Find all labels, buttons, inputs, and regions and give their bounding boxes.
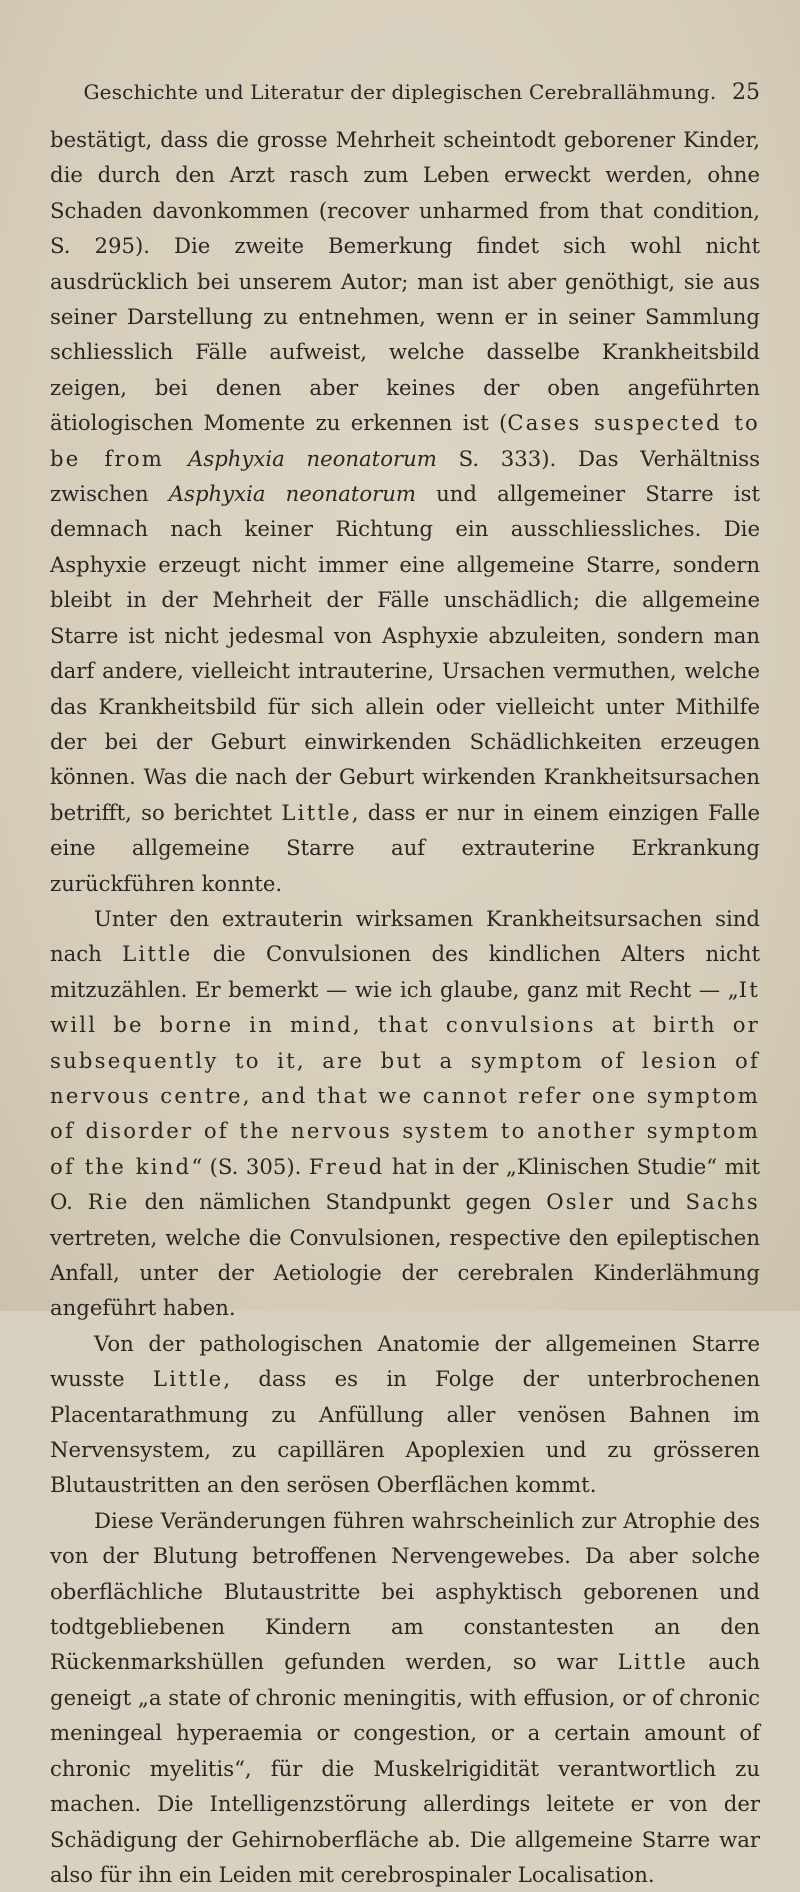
text-segment: Von der pathologischen Anatomie der allgemeinen Starre wusste xyxy=(50,1330,760,1392)
text-segment: , dass er nur in einem einzigen Falle eine allgemeine Starre auf extrauterine Erkrankung zurückführen konnte. xyxy=(50,799,760,896)
text-segment: Asphyxia neonatorum xyxy=(168,481,416,507)
text-segment: und allgemeiner Starre ist demnach nach keiner Richtung ein ausschliessliches. Die Asphyxie erzeugt nicht immer eine allgemeine Starre, sondern bleibt in der Mehrheit der Fälle unschädlich; die allgemeine Starre ist nicht jedesmal von Asphyxie abzuleiten, sondern man darf andere, vielleicht intrauterine, Ursachen vermuthen, welche das Krankheitsbild für sich allein oder vielleicht unter Mithilfe der bei der Geburt einwirkenden Schädlichkeiten erzeugen können. Was die nach der Geburt wirkenden Krankheitsursachen betrifft, so berichtet xyxy=(50,481,760,825)
paragraph xyxy=(50,122,760,901)
text-segment: Diese Veränderungen führen wahrscheinlich zur Atrophie des von der Blutung betroffenen Nervengewebes. Da aber solche oberflächliche Blutaustritte bei asphyktisch geborenen und todtgebliebenen Kindern am constantesten an den Rückenmarkshüllen gefunden werden, so war xyxy=(50,1507,760,1675)
paragraph xyxy=(50,1503,760,1892)
text-segment: Osler xyxy=(546,1189,615,1215)
body-text xyxy=(50,122,760,1892)
page-header xyxy=(40,80,760,110)
text-segment: Asphyxia neonatorum xyxy=(188,445,437,471)
text-segment: Rie xyxy=(87,1189,130,1215)
text-segment: und xyxy=(614,1189,686,1215)
text-segment: S. 333). Das Verhältniss zwischen xyxy=(50,445,760,507)
text-segment: , dass es in Folge der unterbrochenen Placentarathmung zu Anfüllung aller venösen Bahnen im Nervensystem, zu capillären Apoplexien und zu grösseren Blutaustritten an den serösen Oberflächen kommt. xyxy=(50,1366,760,1498)
text-segment: “ (S. 305). xyxy=(191,1153,309,1179)
text-segment: Little xyxy=(152,1366,224,1392)
page-number: 25 xyxy=(732,80,760,105)
text-segment: Unter den extrauterin wirksamen Krankheitsursachen sind nach xyxy=(50,905,760,967)
text-segment: Little xyxy=(281,799,352,825)
paragraph xyxy=(50,901,760,1326)
text-segment: den nämlichen Standpunkt gegen xyxy=(129,1189,547,1215)
text-segment: Cases suspected to be from xyxy=(50,410,760,471)
text-segment: Freud xyxy=(308,1153,385,1179)
text-segment: vertreten, welche die Convulsionen, respective den epileptischen Anfall, unter der Aetiologie der cerebralen Kinderlähmung angeführt haben. xyxy=(50,1224,760,1321)
running-title: Geschichte und Literatur der diplegischen Cerebrallähmung. xyxy=(83,80,717,104)
text-segment: hat in der „Klinischen Studie“ mit O. xyxy=(50,1153,760,1215)
text-segment: die Convulsionen des kindlichen Alters nicht mitzuzählen. Er bemerkt — wie ich glaube, ganz mit Recht — „ xyxy=(50,941,760,1002)
text-segment: Little xyxy=(122,941,193,967)
text-segment: auch geneigt „a state of chronic meningitis, with effusion, or of chronic meningeal hyperaemia or congestion, or a certain amount of chronic myelitis“, für die Muskelrigidität verantwortlich zu machen. Die Intelligenzstörung allerdings leitete er von der Schädigung der Gehirnoberfläche ab. Die allgemeine Starre war also für ihn ein Leiden mit cerebrospinaler Localisation. xyxy=(50,1649,760,1887)
text-segment: It will be borne in mind, that convulsions at birth or subsequently to it, are but a symptom of lesion of nervous centre, and that we cannot refer one symptom of disorder of the nervous system to another symptom of the kind xyxy=(50,976,760,1179)
text-segment: Little xyxy=(617,1649,689,1675)
text-segment: Sachs xyxy=(685,1189,761,1215)
paragraph xyxy=(50,1326,760,1503)
text-segment: bestätigt, dass die grosse Mehrheit scheintodt geborener Kinder, die durch den Arzt rasch zum Leben erweckt werden, ohne Schaden davonkommen (recover unharmed from that condition, S. 295). Die zweite Bemerkung findet sich wohl nicht ausdrücklich bei unserem Autor; man ist aber genöthigt, sie aus seiner Darstellung zu entnehmen, wenn er in seiner Sammlung schliesslich Fälle aufweist, welche dasselbe Krankheitsbild zeigen, bei denen aber keines der oben angeführten ätiologischen Momente zu erkennen ist ( xyxy=(50,127,760,436)
